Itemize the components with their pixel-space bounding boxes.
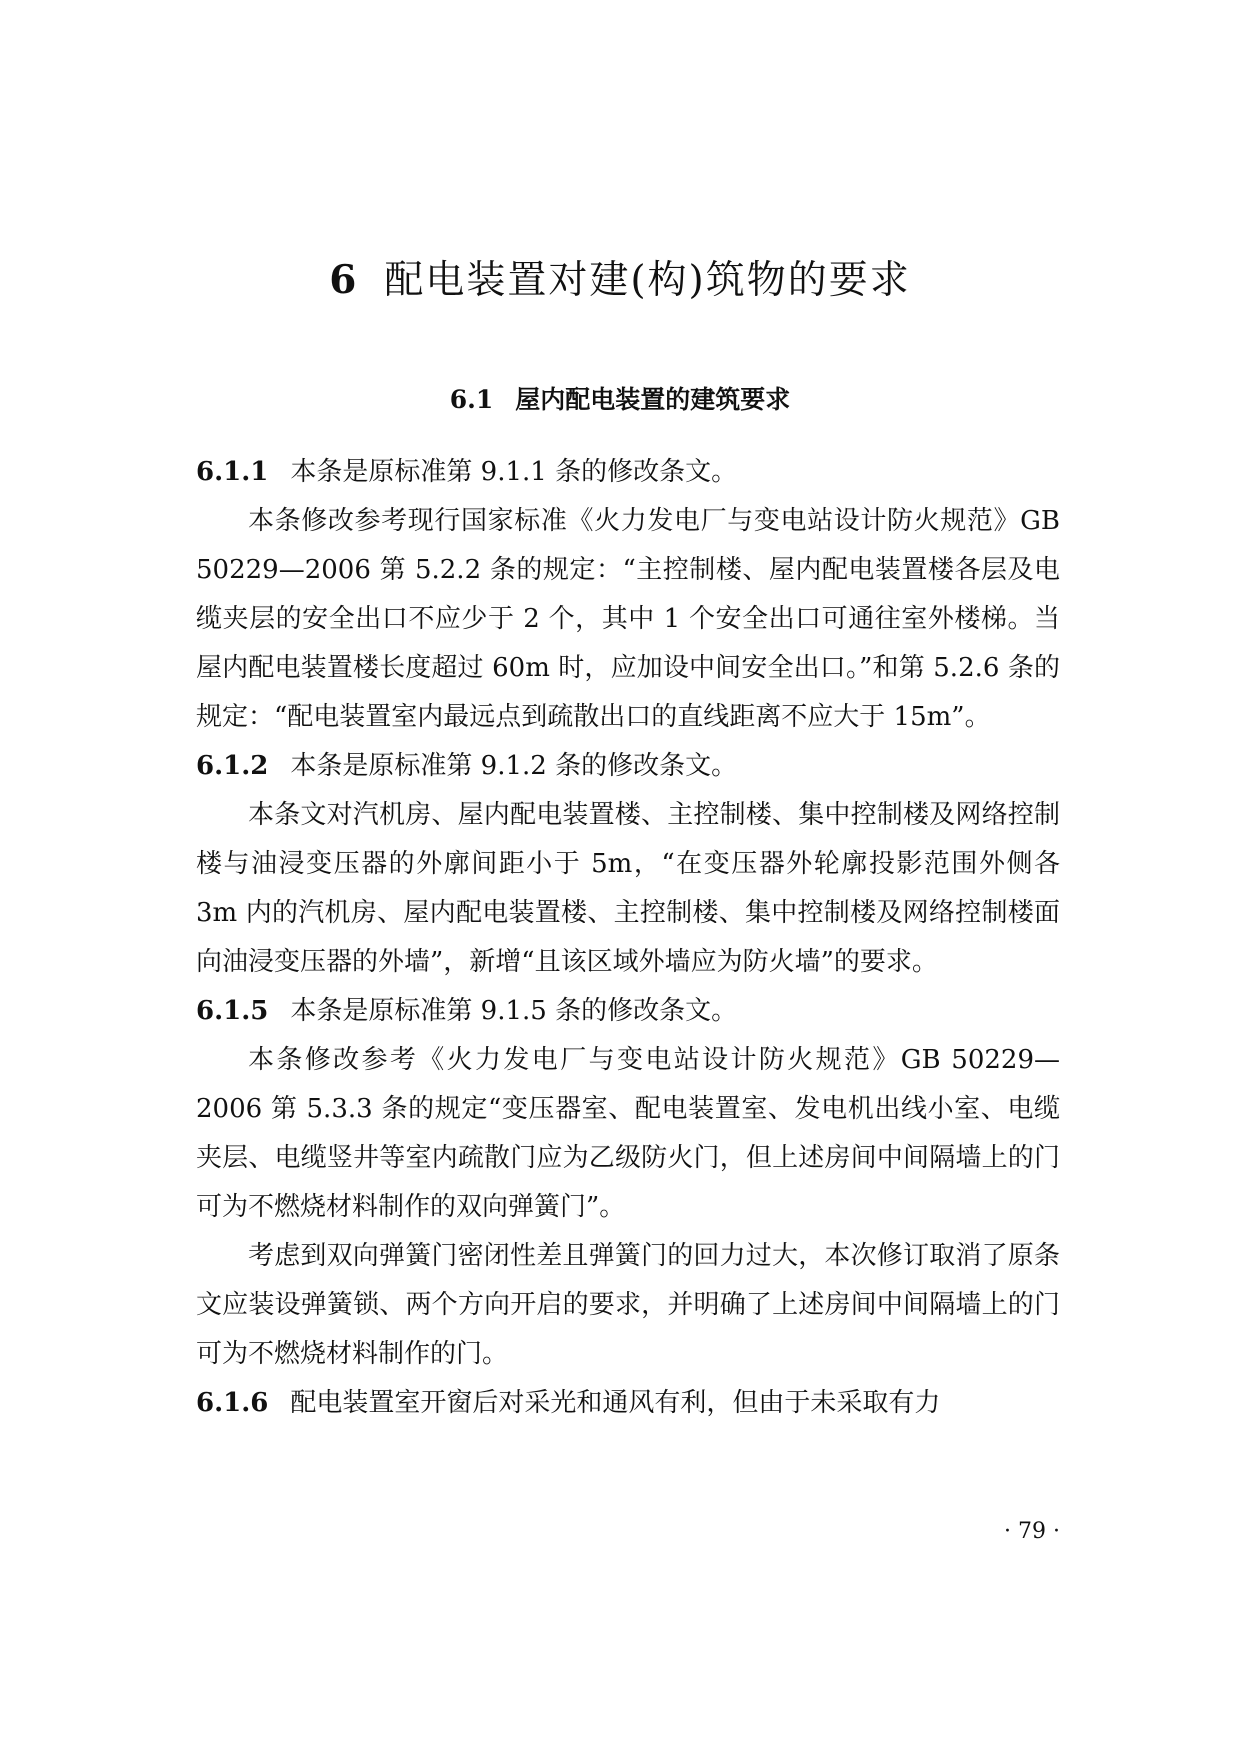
chapter-number: 6 (329, 257, 359, 303)
clause-text: 本条是原标准第 9.1.2 条的修改条文。 (290, 751, 738, 781)
clause-heading (196, 742, 1060, 791)
clause-text: 本条是原标准第 9.1.1 条的修改条文。 (290, 457, 738, 487)
section-number: 6.1 (449, 385, 494, 414)
clause-number: 6.1.6 (196, 1388, 269, 1418)
paragraph: 考虑到双向弹簧门密闭性差且弹簧门的回力过大，本次修订取消了原条文应装设弹簧锁、两个方向开启的要求，并明确了上述房间中间隔墙上的门可为不燃烧材料制作的门。 (196, 1241, 1060, 1369)
page-number: · 79 · (1004, 1519, 1060, 1544)
paragraph: 本条修改参考《火力发电厂与变电站设计防火规范》GB 50229—2006 第 5.3.3 条的规定“变压器室、配电装置室、发电机出线小室、电缆夹层、电缆竖井等室内疏散门应为乙级防火门，但上述房间中间隔墙上的门可为不燃烧材料制作的双向弹簧门”。 (196, 1045, 1060, 1222)
clause-number: 6.1.5 (196, 996, 269, 1026)
clause-heading (196, 1379, 1060, 1428)
clause-text: 本条是原标准第 9.1.5 条的修改条文。 (290, 996, 738, 1026)
section-title-text: 屋内配电装置的建筑要求 (515, 385, 791, 414)
document-body (196, 448, 1060, 1428)
chapter-title (0, 250, 1240, 311)
clause-heading (196, 987, 1060, 1036)
paragraph: 本条文对汽机房、屋内配电装置楼、主控制楼、集中控制楼及网络控制楼与油浸变压器的外廓间距小于 5m，“在变压器外轮廓投影范围外侧各 3m 内的汽机房、屋内配电装置楼、主控制楼、集中控制楼及网络控制楼面向油浸变压器的外墙”，新增“且该区域外墙应为防火墙”的要求。 (196, 800, 1060, 977)
clause-number: 6.1.2 (196, 751, 269, 781)
clause-heading (196, 448, 1060, 497)
chapter-title-text: 配电装置对建(构)筑物的要求 (384, 258, 911, 303)
clause-number: 6.1.1 (196, 457, 269, 487)
section-title (0, 380, 1240, 420)
paragraph: 本条修改参考现行国家标准《火力发电厂与变电站设计防火规范》GB 50229—2006 第 5.2.2 条的规定：“主控制楼、屋内配电装置楼各层及电缆夹层的安全出口不应少于 2 个，其中 1 个安全出口可通往室外楼梯。当屋内配电装置楼长度超过 60m 时，应加设中间安全出口。”和第 5.2.6 条的规定：“配电装置室内最远点到疏散出口的直线距离不应大于 15m”。 (196, 506, 1060, 732)
clause-text: 配电装置室开窗后对采光和通风有利，但由于未采取有力 (290, 1388, 941, 1418)
